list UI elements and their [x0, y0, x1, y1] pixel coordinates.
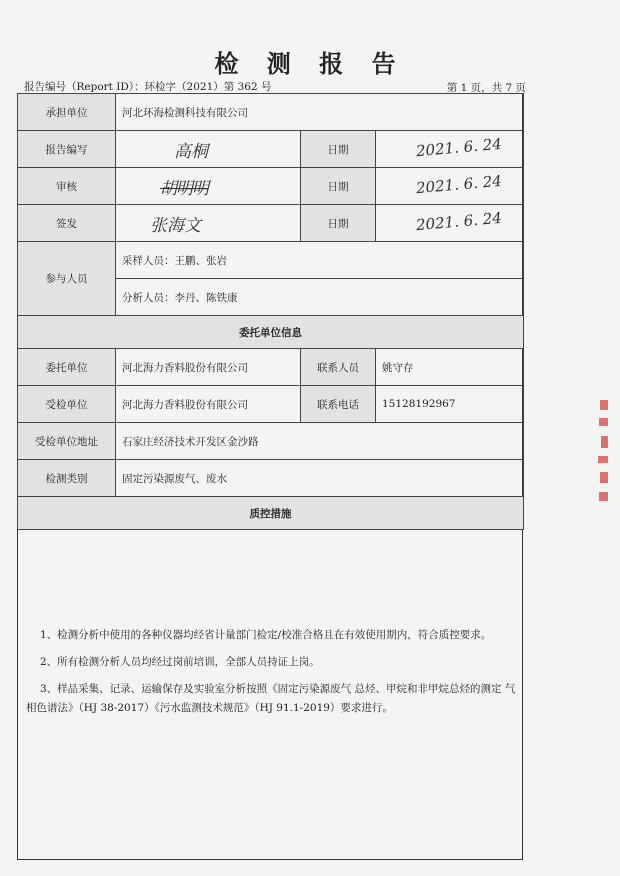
contact-label: 联系人员 [301, 349, 376, 386]
address-value: 石家庄经济技术开发区金沙路 [116, 423, 524, 460]
inspected-value: 河北海力香料股份有限公司 [116, 386, 301, 423]
page-info: 第 1 页，共 7 页 [446, 82, 526, 94]
org-value: 河北环海检测科技有限公司 [116, 94, 524, 131]
samplers-value: 采样人员：王鹏、张岩 [116, 242, 524, 279]
phone-value: 15128192967 [376, 386, 524, 423]
issuer-date-cell [376, 205, 524, 242]
compiler-date-label: 日期 [301, 131, 376, 168]
participants-label: 参与人员 [18, 242, 116, 316]
row-client [18, 349, 524, 386]
compiler-signature: 高桐 [174, 141, 208, 162]
qc-item: 3、样品采集、记录、运输保存及实验室分析按照《固定污染源废气 总烃、甲烷和非甲烷总烃的测定 气相色谱法》（HJ 38-2017）《污水监测技术规范》（HJ 91.1-2019）要求进行。 [26, 683, 516, 714]
report-title: 检 测 报 告 [214, 49, 406, 78]
row-reviewer [18, 168, 524, 205]
row-inspected [18, 386, 524, 423]
row-issuer [18, 205, 524, 242]
address-label: 受检单位地址 [18, 423, 116, 460]
compiler-date: 2021. 6. 24 [415, 134, 503, 161]
compiler-date-cell [376, 131, 524, 168]
client-value: 河北海力香料股份有限公司 [116, 349, 301, 386]
report-id: 报告编号（Report ID）：环检字（2021）第 362 号 [24, 81, 272, 93]
client-label: 委托单位 [18, 349, 116, 386]
phone-label: 联系电话 [301, 386, 376, 423]
reviewer-signature-cell [116, 168, 301, 205]
row-client-section [18, 316, 524, 349]
reviewer-date: 2021. 6. 24 [415, 171, 503, 198]
qc-section-title: 质控措施 [18, 497, 524, 530]
category-label: 检测类别 [18, 460, 116, 497]
seal-stamp-fragment [596, 396, 612, 516]
issuer-date-label: 日期 [301, 205, 376, 242]
qc-item: 1、检测分析中使用的各种仪器均经省计量部门检定/校准合格且在有效使用期内，符合质控要求。 [40, 629, 492, 641]
reviewer-date-label: 日期 [301, 168, 376, 205]
report-info-table [17, 93, 524, 530]
reviewer-label: 审核 [18, 168, 116, 205]
row-qc-section [18, 497, 524, 530]
row-category [18, 460, 524, 497]
row-address [18, 423, 524, 460]
contact-value: 姚守存 [376, 349, 524, 386]
row-compiler [18, 131, 524, 168]
issuer-signature: 张海文 [150, 215, 201, 236]
client-section-title: 委托单位信息 [18, 316, 524, 349]
analysts-value: 分析人员：李丹、陈铁康 [116, 279, 524, 316]
compiler-signature-cell [116, 131, 301, 168]
reviewer-signature: 胡明明 [160, 178, 208, 199]
reviewer-date-cell [376, 168, 524, 205]
org-label: 承担单位 [18, 94, 116, 131]
row-participants-samplers [18, 242, 524, 279]
issuer-date: 2021. 6. 24 [415, 208, 503, 235]
compiler-label: 报告编写 [18, 131, 116, 168]
qc-item: 2、所有检测分析人员均经过岗前培训，全部人员持证上岗。 [40, 656, 320, 668]
issuer-signature-cell [116, 205, 301, 242]
row-org [18, 94, 524, 131]
issuer-label: 签发 [18, 205, 116, 242]
qc-measures [26, 626, 516, 726]
category-value: 固定污染源废气、废水 [116, 460, 524, 497]
inspected-label: 受检单位 [18, 386, 116, 423]
